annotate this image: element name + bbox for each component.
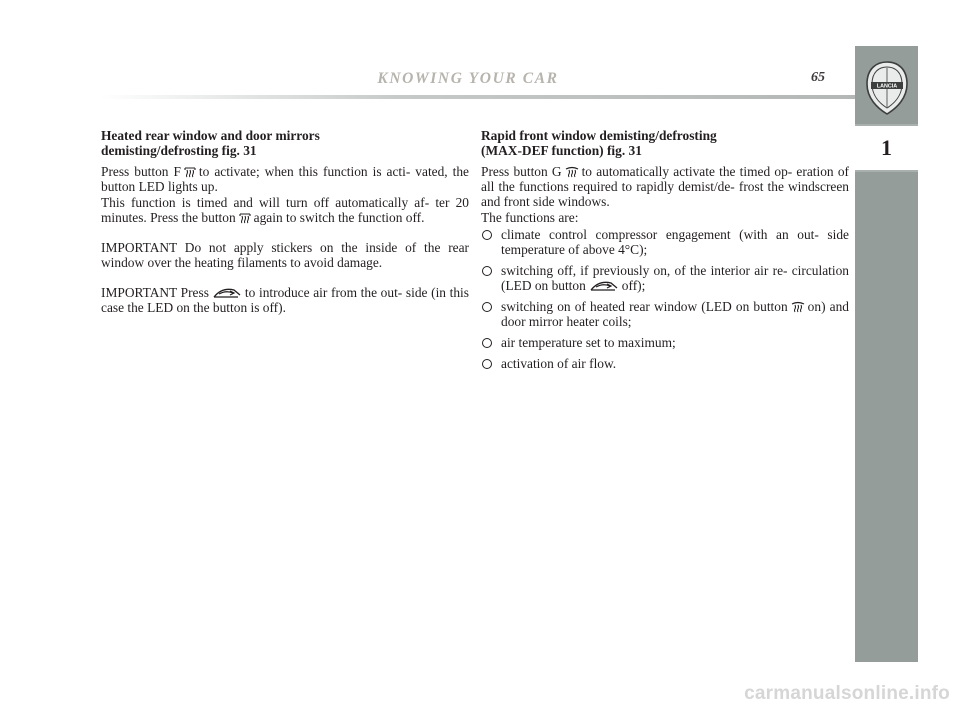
list-item (481, 263, 849, 293)
bullet-circle-icon (482, 338, 492, 348)
paragraph-3: IMPORTANT Do not apply stickers on the inside of the rear window over the heating filaments to avoid damage. (101, 240, 469, 270)
air-recirculation-icon (212, 287, 242, 299)
left-column (101, 128, 469, 330)
list-item (481, 335, 849, 350)
rear-window-heater-icon (184, 166, 196, 178)
text: to introduce air from the out- side (in this case the LED on the button is off). (101, 285, 469, 315)
functions-list (481, 227, 849, 371)
text: air temperature set to maximum; (501, 335, 676, 350)
paragraph-2 (101, 195, 469, 225)
list-item (481, 299, 849, 329)
list-item (481, 227, 849, 257)
max-def-heading (481, 128, 849, 158)
bullet-circle-icon (482, 302, 492, 312)
header-rule (100, 95, 855, 99)
list-item (481, 356, 849, 371)
text: off); (621, 278, 646, 293)
air-recirculation-icon (589, 280, 619, 292)
rear-window-heater-icon (239, 212, 251, 224)
text: switching on of heated rear window (LED on button (501, 299, 788, 314)
bullet-circle-icon (482, 359, 492, 369)
text: to automatically activate the timed op- eration of all the functions required to rapidly demist/de- frost the windscreen and front side windows. (481, 164, 849, 209)
text: on) and door mirror heater coils; (501, 299, 849, 329)
bullet-circle-icon (482, 230, 492, 240)
text: switching off, if previously on, of the interior air re- circulation (LED on button (501, 263, 849, 293)
chapter-number: 1 (881, 135, 892, 160)
text: climate control compressor engagement (with an out- side temperature of above 4°C); (501, 227, 849, 257)
bullet-circle-icon (482, 266, 492, 276)
windscreen-defrost-icon (565, 166, 579, 178)
text: Press button F (101, 164, 181, 179)
heading-line-1: Rapid front window demisting/defrosting (481, 128, 717, 143)
paragraph-1 (101, 164, 469, 194)
lancia-logo-icon (864, 60, 910, 116)
page-number: 65 (811, 70, 825, 85)
logo-text: LANCIA (876, 83, 898, 90)
chapter-box (855, 124, 918, 172)
text: This function is timed and will turn off automatically af- ter 20 minutes. Press the button (101, 195, 469, 225)
text: again to switch the function off. (253, 210, 425, 225)
heading-line-2: demisting/defrosting fig. 31 (101, 143, 257, 158)
text: activation of air flow. (501, 356, 617, 371)
text: to activate; when this function is acti- vated, the button LED lights up. (101, 164, 469, 194)
paragraph-1 (481, 164, 849, 209)
heading-line-2: (MAX-DEF function) fig. 31 (481, 143, 642, 158)
heading-line-1: Heated rear window and door mirrors (101, 128, 320, 143)
paragraph-4 (101, 285, 469, 315)
text: IMPORTANT Press (101, 285, 209, 300)
heated-rear-window-heading (101, 128, 469, 158)
running-header: KNOWING YOUR CAR (377, 70, 559, 87)
paragraph-2: The functions are: (481, 210, 579, 225)
watermark: carmanualsonline.info (744, 683, 950, 704)
text: Press button G (481, 164, 562, 179)
right-column (481, 128, 849, 377)
windscreen-defrost-icon (791, 301, 805, 313)
